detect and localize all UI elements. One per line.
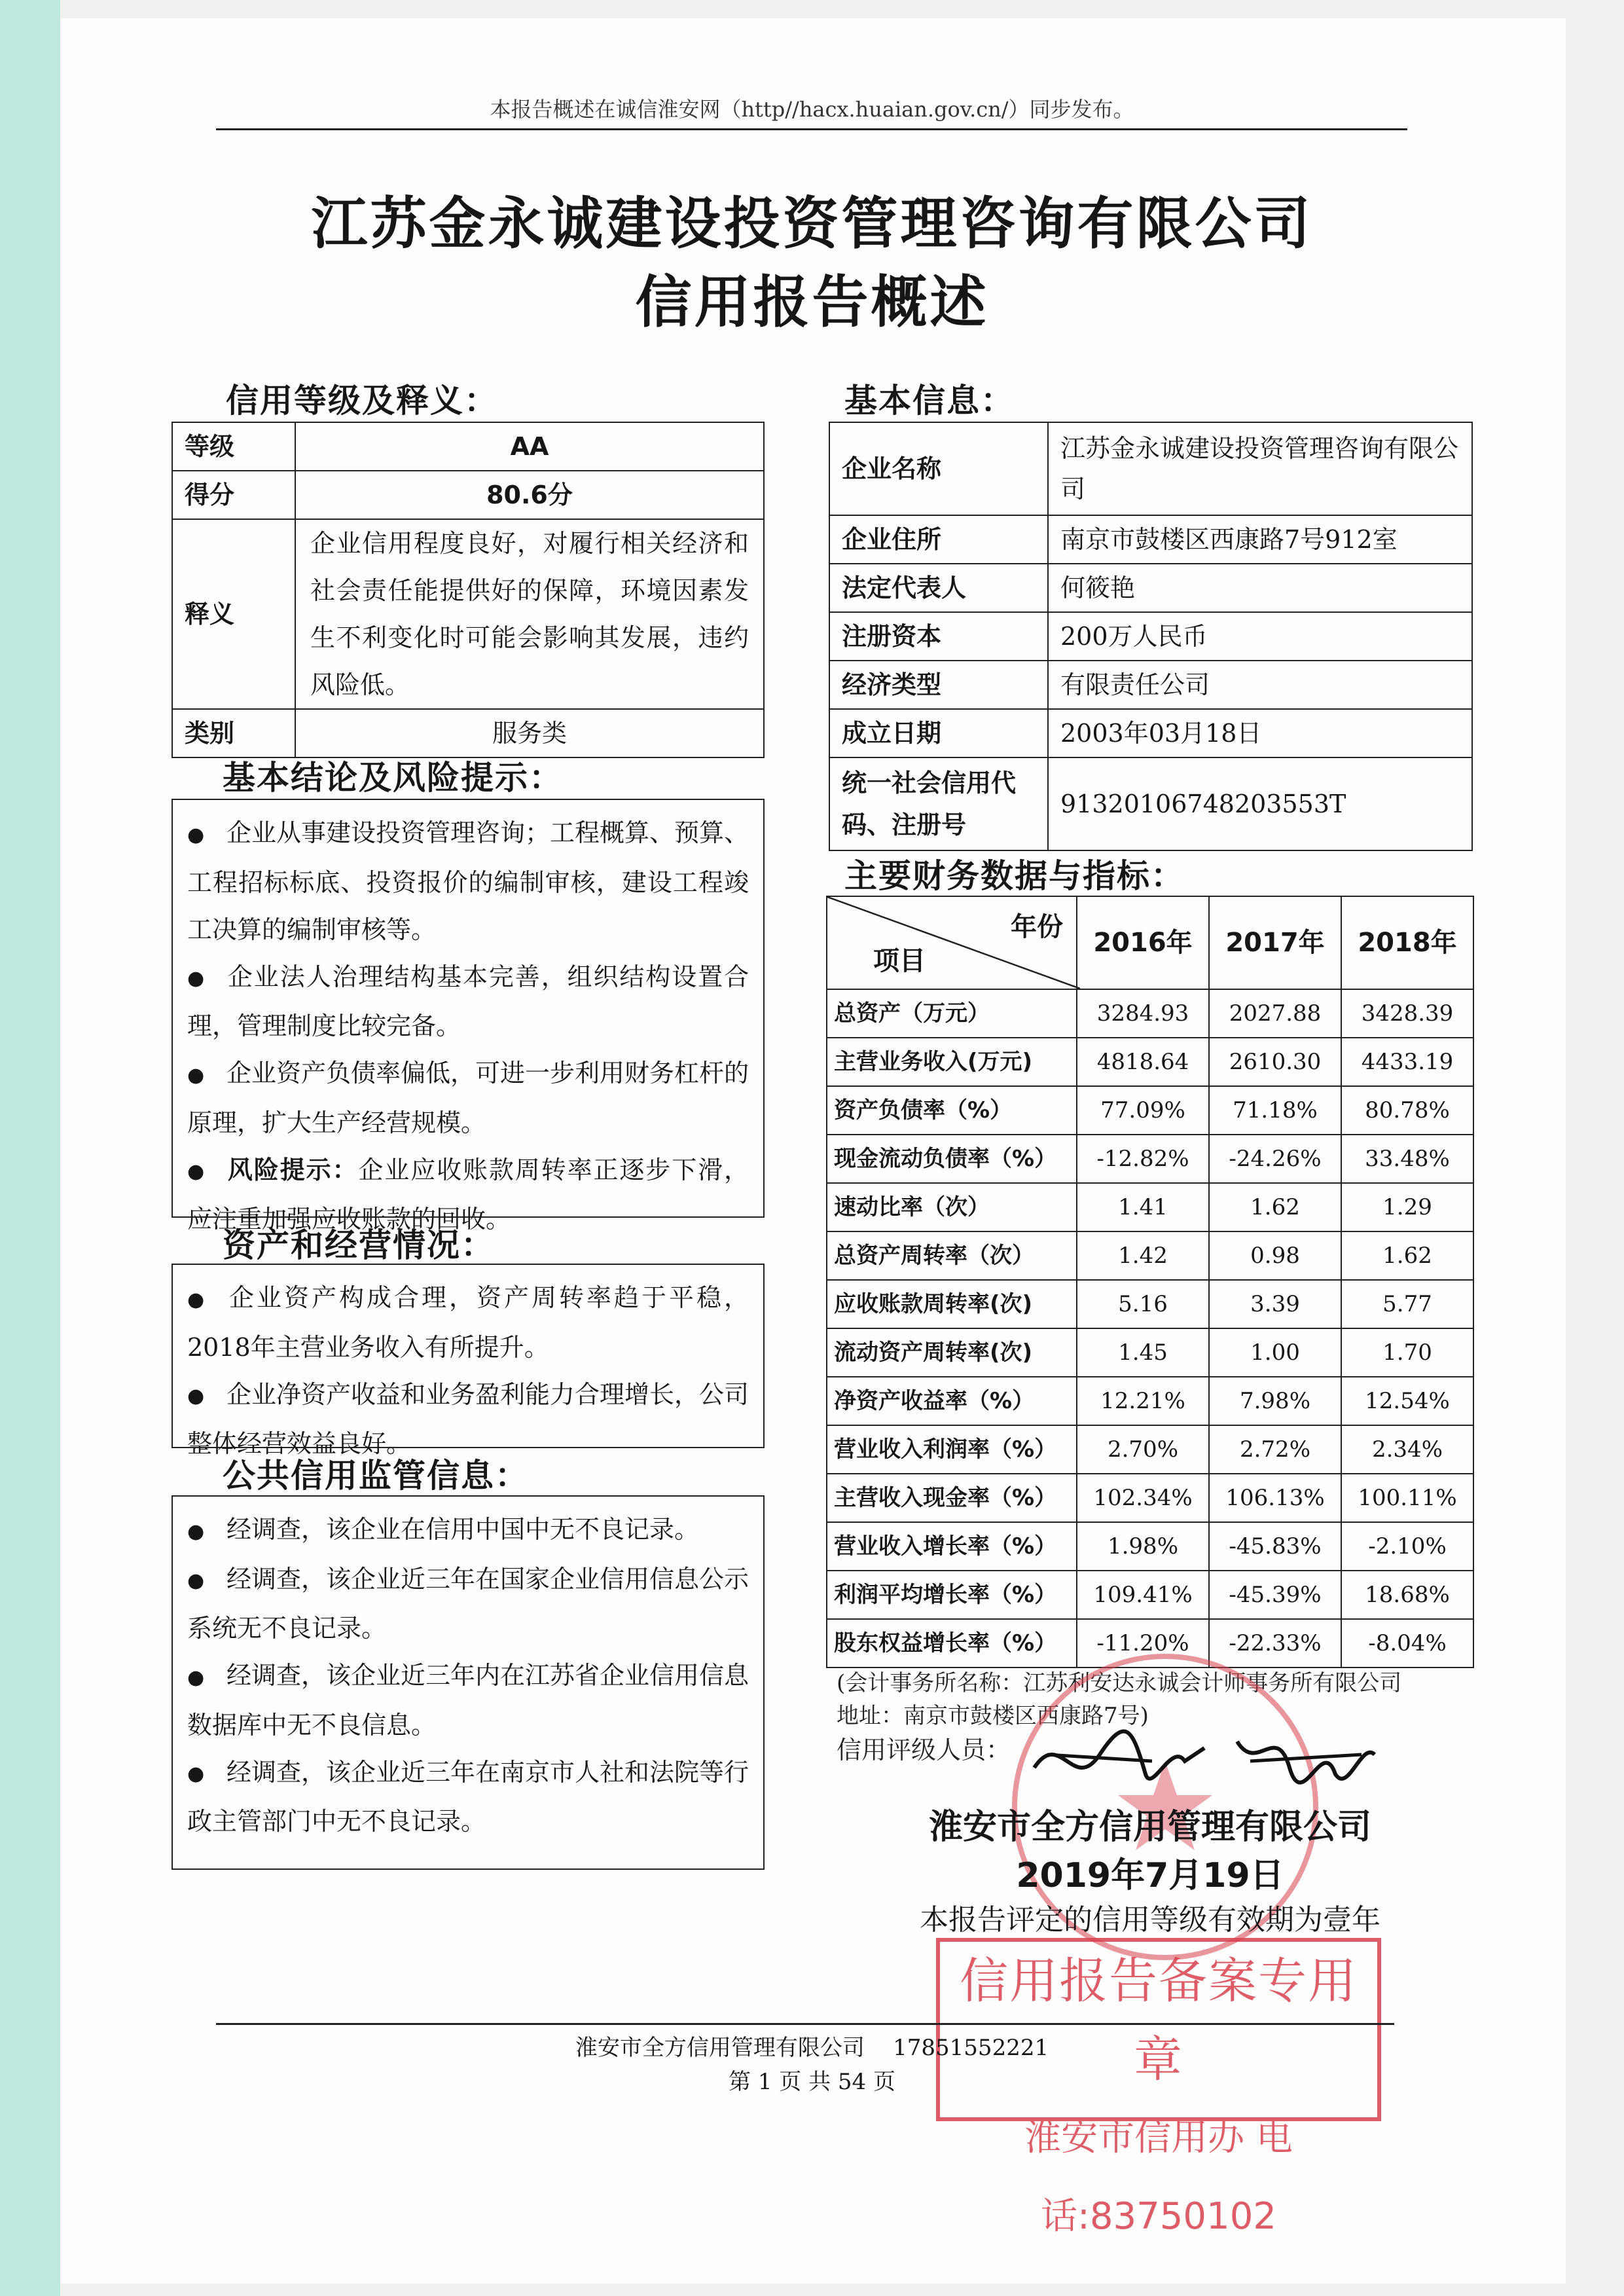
bullet-icon: ● xyxy=(187,1385,205,1408)
finance-row-label: 速动比率（次） xyxy=(827,1183,1077,1231)
category-label: 类别 xyxy=(172,709,295,757)
conclusion-item: ● 企业从事建设投资管理咨询；工程概算、预算、工程招标标底、投资报价的编制审核，建设工程竣工决算的编制审核等。 xyxy=(187,809,749,953)
finance-value: 3.39 xyxy=(1209,1280,1341,1328)
corner-year-label: 年份 xyxy=(1011,912,1063,942)
finance-row xyxy=(827,1377,1473,1425)
finance-value: 12.54% xyxy=(1341,1377,1473,1425)
grade-label: 等级 xyxy=(172,422,295,471)
meaning-label: 释义 xyxy=(172,519,295,709)
finance-value: 33.48% xyxy=(1341,1135,1473,1183)
assets-box xyxy=(171,1264,765,1458)
public-item: ● 经调查，该企业近三年在国家企业信用信息公示系统无不良记录。 xyxy=(187,1556,749,1652)
credit-code-label: 统一社会信用代码、注册号 xyxy=(829,757,1048,850)
capital-label: 注册资本 xyxy=(829,612,1048,661)
finance-row xyxy=(827,1571,1473,1619)
finance-row-label: 资产负债率（%） xyxy=(827,1086,1077,1135)
finance-row-label: 总资产周转率（次） xyxy=(827,1231,1077,1280)
footer-company-name: 淮安市全方信用管理有限公司 xyxy=(575,2035,865,2061)
finance-value: 1.62 xyxy=(1209,1183,1341,1231)
econ-type-label: 经济类型 xyxy=(829,661,1048,709)
finance-value: 1.62 xyxy=(1341,1231,1473,1280)
finance-row xyxy=(827,989,1473,1038)
finance-value: 12.21% xyxy=(1077,1377,1209,1425)
finance-value: 4818.64 xyxy=(1077,1038,1209,1086)
finance-value: 2027.88 xyxy=(1209,989,1341,1038)
finance-row-label: 主营收入现金率（%） xyxy=(827,1474,1077,1522)
auditor-address: 地址：南京市鼓楼区西康路7号) xyxy=(837,1703,1149,1729)
finance-rows xyxy=(827,989,1473,1667)
finance-value: 77.09% xyxy=(1077,1086,1209,1135)
finance-value: -22.33% xyxy=(1209,1619,1341,1667)
stamp-line1: 信用报告备案专用章 xyxy=(960,1953,1358,2088)
credit-code-value: 91320106748203553T xyxy=(1048,757,1472,850)
address-label: 企业住所 xyxy=(829,515,1048,564)
bullet-icon: ● xyxy=(187,1160,205,1183)
issuer-name: 淮安市全方信用管理有限公司 xyxy=(928,1808,1371,1847)
assets-heading: 资产和经营情况： xyxy=(223,1226,495,1264)
finance-corner-cell xyxy=(827,896,1077,989)
finance-value: -45.39% xyxy=(1209,1571,1341,1619)
public-item: ● 经调查，该企业在信用中国中无不良记录。 xyxy=(187,1506,749,1556)
finance-table xyxy=(826,896,1474,1668)
year-header: 2016年 xyxy=(1077,896,1209,989)
finance-value: -8.04% xyxy=(1341,1619,1473,1667)
finance-row-label: 营业收入增长率（%） xyxy=(827,1522,1077,1571)
conclusion-item: ● 企业资产负债率偏低，可进一步利用财务杠杆的原理，扩大生产经营规模。 xyxy=(187,1049,749,1146)
assets-item: ● 企业资产构成合理，资产周转率趋于平稳，2018年主营业务收入有所提升。 xyxy=(187,1274,749,1371)
finance-value: 1.70 xyxy=(1341,1328,1473,1377)
bullet-icon: ● xyxy=(187,1666,205,1689)
auditor-note: (会计事务所名称：江苏利安达永诚会计师事务所有限公司 xyxy=(837,1670,1402,1696)
basic-info-table xyxy=(829,422,1473,851)
credit-heading: 信用等级及释义： xyxy=(226,382,498,420)
finance-value: 0.98 xyxy=(1209,1231,1341,1280)
company-name-value: 江苏金永诚建设投资管理咨询有限公司 xyxy=(1048,422,1472,515)
finance-row-label: 主营业务收入(万元) xyxy=(827,1038,1077,1086)
finance-value: 18.68% xyxy=(1341,1571,1473,1619)
bullet-icon: ● xyxy=(187,1520,205,1543)
public-item: ● 经调查，该企业近三年内在江苏省企业信用信息数据库中无不良信息。 xyxy=(187,1652,749,1749)
year-header: 2017年 xyxy=(1209,896,1341,989)
finance-value: -45.83% xyxy=(1209,1522,1341,1571)
conclusion-box xyxy=(171,799,765,1233)
finance-value: 1.41 xyxy=(1077,1183,1209,1231)
finance-value: 109.41% xyxy=(1077,1571,1209,1619)
bullet-icon: ● xyxy=(187,1288,205,1311)
finance-row xyxy=(827,1135,1473,1183)
footer-phone: 17851552221 xyxy=(893,2035,1049,2061)
finance-value: 2.70% xyxy=(1077,1425,1209,1474)
finance-value: -11.20% xyxy=(1077,1619,1209,1667)
finance-value: 106.13% xyxy=(1209,1474,1341,1522)
finance-row-label: 营业收入利润率（%） xyxy=(827,1425,1077,1474)
finance-row xyxy=(827,1231,1473,1280)
finance-value: -2.10% xyxy=(1341,1522,1473,1571)
finance-row xyxy=(827,1328,1473,1377)
finance-heading: 主要财务数据与指标： xyxy=(844,857,1185,895)
finance-value: 4433.19 xyxy=(1341,1038,1473,1086)
finance-row-label: 净资产收益率（%） xyxy=(827,1377,1077,1425)
finance-row xyxy=(827,1522,1473,1571)
finance-row-label: 总资产（万元） xyxy=(827,989,1077,1038)
corner-item-label: 项目 xyxy=(873,946,926,976)
finance-value: 2.34% xyxy=(1341,1425,1473,1474)
legal-rep-label: 法定代表人 xyxy=(829,564,1048,612)
finance-value: 3284.93 xyxy=(1077,989,1209,1038)
report-title-company: 江苏金永诚建设投资管理咨询有限公司 xyxy=(311,191,1313,257)
header-rule xyxy=(216,128,1407,130)
econ-type-value: 有限责任公司 xyxy=(1048,661,1472,709)
finance-value: 1.98% xyxy=(1077,1522,1209,1571)
finance-row xyxy=(827,1474,1473,1522)
finance-row xyxy=(827,1086,1473,1135)
bullet-icon: ● xyxy=(187,1569,205,1592)
report-title-type: 信用报告概述 xyxy=(635,269,989,335)
address-value: 南京市鼓楼区西康路7号912室 xyxy=(1048,515,1472,564)
public-item: ● 经调查，该企业近三年在南京市人社和法院等行政主管部门中无不良记录。 xyxy=(187,1749,749,1846)
finance-value: -12.82% xyxy=(1077,1135,1209,1183)
finance-row xyxy=(827,1425,1473,1474)
finance-value: 7.98% xyxy=(1209,1377,1341,1425)
founded-label: 成立日期 xyxy=(829,709,1048,757)
validity-note: 本报告评定的信用等级有效期为壹年 xyxy=(920,1903,1380,1937)
finance-value: 1.00 xyxy=(1209,1328,1341,1377)
public-heading: 公共信用监管信息： xyxy=(223,1457,529,1495)
risk-prefix: 风险提示： xyxy=(226,1155,359,1184)
finance-value: 1.29 xyxy=(1341,1183,1473,1231)
risk-text: 企业应收账款周转率正逐步下滑，应注重加强应收账款的回收。 xyxy=(187,1155,749,1233)
finance-value: 1.42 xyxy=(1077,1231,1209,1280)
score-value: 80.6分 xyxy=(295,471,764,519)
finance-row-label: 现金流动负债率（%） xyxy=(827,1135,1077,1183)
finance-value: 5.77 xyxy=(1341,1280,1473,1328)
finance-row-label: 流动资产周转率(次) xyxy=(827,1328,1077,1377)
capital-value: 200万人民币 xyxy=(1048,612,1472,661)
grade-value: AA xyxy=(295,422,764,471)
rater-label: 信用评级人员： xyxy=(837,1736,1011,1764)
company-name-label: 企业名称 xyxy=(829,422,1048,515)
bullet-icon: ● xyxy=(187,1063,205,1087)
conclusion-item: ● 企业法人治理结构基本完善，组织结构设置合理，管理制度比较完备。 xyxy=(187,953,749,1050)
finance-row-label: 应收账款周转率(次) xyxy=(827,1280,1077,1328)
basic-heading: 基本信息： xyxy=(844,382,1015,420)
conclusion-heading: 基本结论及风险提示： xyxy=(223,759,563,797)
finance-row xyxy=(827,1280,1473,1328)
finance-value: 2610.30 xyxy=(1209,1038,1341,1086)
legal-rep-value: 何筱艳 xyxy=(1048,564,1472,612)
finance-value: 2.72% xyxy=(1209,1425,1341,1474)
footer-page-number: 第 1 页 共 54 页 xyxy=(729,2069,895,2095)
finance-value: -24.26% xyxy=(1209,1135,1341,1183)
category-value: 服务类 xyxy=(295,709,764,757)
assets-item: ● 企业净资产收益和业务盈利能力合理增长，公司整体经营效益良好。 xyxy=(187,1371,749,1468)
finance-value: 71.18% xyxy=(1209,1086,1341,1135)
finance-row xyxy=(827,1183,1473,1231)
finance-value: 80.78% xyxy=(1341,1086,1473,1135)
footer-company xyxy=(0,2030,1624,2062)
founded-value: 2003年03月18日 xyxy=(1048,709,1472,757)
finance-value: 102.34% xyxy=(1077,1474,1209,1522)
bullet-icon: ● xyxy=(187,967,205,990)
public-box xyxy=(171,1495,765,1870)
header-note: 本报告概述在诚信淮安网（http//hacx.huaian.gov.cn/）同步发布。 xyxy=(490,97,1134,122)
finance-value: 1.45 xyxy=(1077,1328,1209,1377)
finance-row-label: 股东权益增长率（%） xyxy=(827,1619,1077,1667)
finance-value: 3428.39 xyxy=(1341,989,1473,1038)
footer-rule xyxy=(216,2023,1394,2025)
stamp-line2: 淮安市信用办 电话:83750102 xyxy=(1024,2117,1293,2238)
year-header: 2018年 xyxy=(1341,896,1473,989)
credit-table xyxy=(171,422,765,758)
bullet-icon: ● xyxy=(187,1762,205,1785)
finance-row-label: 利润平均增长率（%） xyxy=(827,1571,1077,1619)
meaning-value: 企业信用程度良好，对履行相关经济和社会责任能提供好的保障，环境因素发生不利变化时可能会影响其发展，违约风险低。 xyxy=(295,519,764,709)
bullet-icon: ● xyxy=(187,823,205,847)
score-label: 得分 xyxy=(172,471,295,519)
finance-value: 100.11% xyxy=(1341,1474,1473,1522)
finance-value: 5.16 xyxy=(1077,1280,1209,1328)
page-edge-strip xyxy=(0,0,60,2296)
finance-row xyxy=(827,1038,1473,1086)
issue-date: 2019年7月19日 xyxy=(1016,1856,1284,1895)
